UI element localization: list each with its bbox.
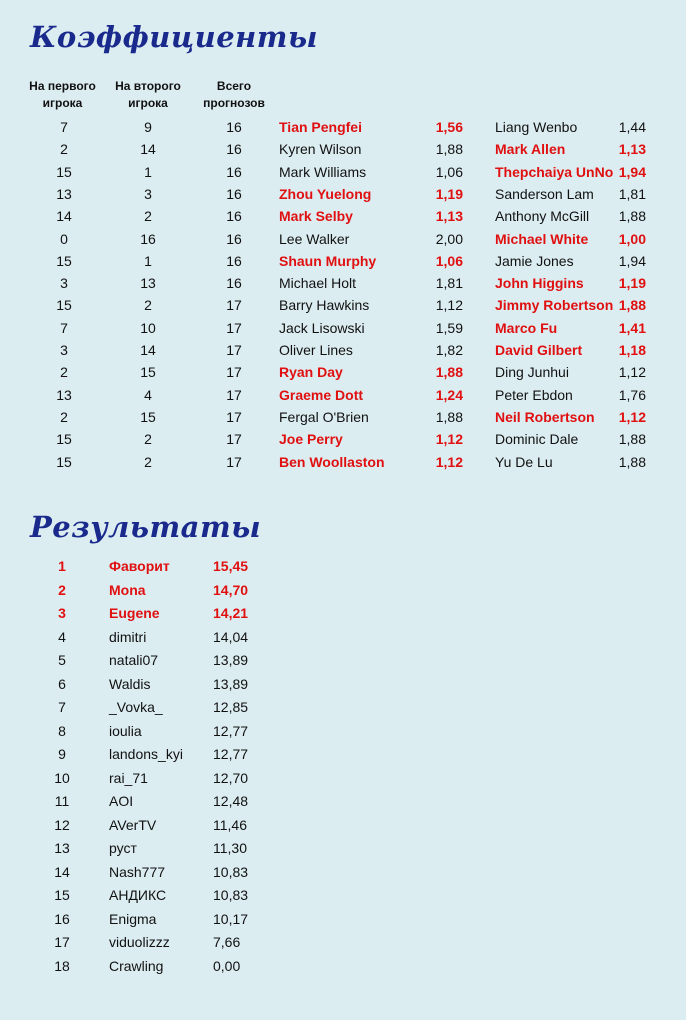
header-total-forecasts: Всего прогнозов — [203, 79, 265, 110]
player-one-name: Ryan Day — [279, 364, 343, 381]
result-name: Waldis — [109, 675, 151, 692]
match-row — [0, 406, 686, 428]
second-player-count: 2 — [144, 453, 152, 470]
second-player-count: 2 — [144, 297, 152, 314]
result-name: landons_kyi — [109, 746, 183, 762]
result-name: АНДИКС — [109, 887, 167, 903]
total-count: 16 — [226, 208, 242, 225]
result-row — [0, 696, 300, 719]
result-row — [0, 579, 300, 602]
result-rank: 13 — [54, 840, 70, 856]
player-two-name: Yu De Lu — [495, 453, 553, 470]
player-one-name: Graeme Dott — [279, 386, 364, 403]
second-player-count: 14 — [140, 342, 156, 358]
player-one-name: Kyren Wilson — [279, 141, 362, 158]
result-row — [0, 743, 300, 766]
result-score: 12,77 — [213, 722, 249, 739]
result-name: dimitri — [109, 628, 147, 645]
result-rank: 5 — [58, 652, 66, 668]
player-two-odds: 1,00 — [618, 230, 646, 247]
result-score: 14,21 — [213, 605, 249, 621]
result-rank: 9 — [58, 746, 66, 762]
total-count: 16 — [226, 185, 242, 202]
result-score: 10,83 — [213, 887, 249, 903]
result-row — [0, 931, 300, 954]
result-score: 10,17 — [213, 910, 249, 927]
player-one-name: Lee Walker — [279, 230, 350, 247]
second-player-count: 10 — [140, 319, 156, 336]
player-two-name: Sanderson Lam — [495, 185, 594, 202]
second-player-count: 1 — [144, 163, 152, 180]
result-row — [0, 720, 300, 743]
result-name: rai_71 — [109, 769, 148, 786]
second-player-count: 3 — [144, 185, 152, 202]
player-one-odds: 1,12 — [435, 453, 463, 470]
result-row — [0, 626, 300, 649]
player-one-name: Oliver Lines — [279, 342, 353, 358]
player-one-odds: 1,12 — [435, 431, 463, 448]
total-count: 17 — [226, 431, 242, 448]
result-row — [0, 908, 300, 931]
player-two-name: Neil Robertson — [495, 408, 595, 425]
first-player-count: 15 — [56, 453, 72, 470]
result-score: 12,77 — [213, 746, 249, 762]
total-count: 17 — [226, 386, 242, 403]
result-row — [0, 649, 300, 672]
second-player-count: 9 — [144, 119, 152, 135]
player-two-odds: 1,41 — [618, 319, 646, 336]
match-row — [0, 339, 686, 361]
result-score: 12,48 — [213, 793, 249, 809]
player-two-name: Thepchaiya UnNo — [495, 163, 614, 180]
result-score: 14,04 — [213, 628, 249, 645]
second-player-count: 15 — [140, 408, 156, 425]
player-two-odds: 1,12 — [618, 364, 646, 381]
result-name: Фаворит — [109, 558, 170, 574]
result-rank: 17 — [54, 934, 70, 950]
result-score: 12,85 — [213, 699, 249, 715]
result-rank: 4 — [58, 628, 66, 645]
total-count: 17 — [226, 342, 242, 358]
player-two-name: Michael White — [495, 230, 589, 247]
result-row — [0, 790, 300, 813]
player-two-odds: 1,88 — [618, 431, 646, 448]
match-row — [0, 205, 686, 227]
player-one-odds: 1,81 — [435, 275, 463, 292]
player-one-odds: 2,00 — [435, 230, 463, 247]
player-one-odds: 1,06 — [435, 252, 463, 269]
player-one-name: Zhou Yuelong — [279, 185, 372, 202]
result-score: 10,83 — [213, 863, 249, 880]
result-rank: 14 — [54, 863, 70, 880]
total-count: 17 — [226, 408, 242, 425]
result-rank: 8 — [58, 722, 66, 739]
player-two-odds: 1,88 — [618, 297, 646, 314]
total-count: 17 — [226, 297, 242, 314]
result-name: AOI — [109, 793, 134, 809]
player-two-odds: 1,13 — [618, 141, 646, 158]
player-two-name: Ding Junhui — [495, 364, 569, 381]
match-row — [0, 384, 686, 406]
player-two-name: John Higgins — [495, 275, 584, 292]
player-two-odds: 1,88 — [618, 208, 646, 225]
result-rank: 15 — [54, 887, 70, 903]
first-player-count: 3 — [60, 342, 68, 358]
player-one-odds: 1,06 — [435, 163, 463, 180]
result-row — [0, 673, 300, 696]
player-one-name: Joe Perry — [279, 431, 343, 448]
total-count: 17 — [226, 453, 242, 470]
match-row — [0, 138, 686, 160]
result-name: viduolizzz — [109, 934, 170, 950]
first-player-count: 0 — [60, 230, 68, 247]
player-one-name: Mark Selby — [279, 208, 353, 225]
match-row — [0, 317, 686, 339]
player-two-name: Jamie Jones — [495, 252, 574, 269]
match-row — [0, 228, 686, 250]
result-name: Mona — [109, 581, 146, 598]
player-one-odds: 1,19 — [435, 185, 463, 202]
player-two-name: Liang Wenbo — [495, 119, 578, 135]
player-one-odds: 1,88 — [435, 141, 463, 158]
result-name: _Vovka_ — [109, 699, 163, 715]
result-score: 15,45 — [213, 558, 249, 574]
player-two-odds: 1,19 — [618, 275, 646, 292]
player-two-odds: 1,81 — [618, 185, 646, 202]
total-count: 16 — [226, 141, 242, 158]
first-player-count: 15 — [56, 163, 72, 180]
result-row — [0, 814, 300, 837]
player-one-name: Mark Williams — [279, 163, 367, 180]
second-player-count: 4 — [144, 386, 152, 403]
player-one-odds: 1,12 — [435, 297, 463, 314]
total-count: 16 — [226, 252, 242, 269]
result-name: Crawling — [109, 957, 164, 974]
result-score: 12,70 — [213, 769, 249, 786]
total-count: 17 — [226, 364, 242, 381]
player-two-odds: 1,88 — [618, 453, 646, 470]
second-player-count: 16 — [140, 230, 156, 247]
result-name: Enigma — [109, 910, 157, 927]
result-rank: 18 — [54, 957, 70, 974]
first-player-count: 3 — [60, 275, 68, 292]
first-player-count: 15 — [56, 252, 72, 269]
match-row — [0, 183, 686, 205]
match-row — [0, 451, 686, 473]
result-rank: 7 — [58, 699, 66, 715]
first-player-count: 15 — [56, 297, 72, 314]
player-one-odds: 1,88 — [435, 408, 463, 425]
result-score: 11,30 — [213, 840, 247, 856]
player-two-name: Marco Fu — [495, 319, 558, 336]
player-two-name: Anthony McGill — [495, 208, 590, 225]
result-rank: 16 — [54, 910, 70, 927]
result-row — [0, 837, 300, 860]
total-count: 16 — [226, 230, 242, 247]
result-score: 14,70 — [213, 581, 249, 598]
first-player-count: 2 — [60, 408, 68, 425]
player-two-odds: 1,94 — [618, 163, 646, 180]
result-rank: 2 — [58, 581, 66, 598]
player-one-name: Barry Hawkins — [279, 297, 370, 314]
player-two-odds: 1,94 — [618, 252, 646, 269]
match-row — [0, 294, 686, 316]
second-player-count: 1 — [144, 252, 152, 269]
player-one-odds: 1,82 — [435, 342, 463, 358]
result-rank: 11 — [54, 793, 70, 809]
result-row — [0, 884, 300, 907]
results-title: Результаты — [30, 510, 262, 544]
result-name: ioulia — [109, 722, 142, 739]
player-one-name: Tian Pengfei — [279, 119, 362, 135]
result-row — [0, 767, 300, 790]
player-one-name: Fergal O'Brien — [279, 408, 369, 425]
coefficients-title: Коэффициенты — [30, 20, 318, 54]
header-second-player: На второго игрока — [115, 79, 181, 110]
second-player-count: 14 — [140, 141, 156, 158]
result-name: natali07 — [109, 652, 159, 668]
result-rank: 12 — [54, 816, 70, 833]
result-name: Nash777 — [109, 863, 166, 880]
second-player-count: 15 — [140, 364, 156, 381]
total-count: 16 — [226, 275, 242, 292]
first-player-count: 2 — [60, 141, 68, 158]
match-row — [0, 116, 686, 138]
result-name: Eugene — [109, 605, 160, 621]
player-one-name: Michael Holt — [279, 275, 357, 292]
total-count: 17 — [226, 319, 242, 336]
result-rank: 10 — [54, 769, 70, 786]
total-count: 16 — [226, 119, 242, 135]
first-player-count: 2 — [60, 364, 68, 381]
first-player-count: 15 — [56, 431, 72, 448]
result-row — [0, 602, 300, 625]
player-two-name: Peter Ebdon — [495, 386, 573, 403]
result-row — [0, 861, 300, 884]
first-player-count: 14 — [56, 208, 72, 225]
match-row — [0, 161, 686, 183]
first-player-count: 13 — [56, 185, 72, 202]
result-score: 11,46 — [213, 816, 247, 833]
result-score: 7,66 — [213, 934, 241, 950]
player-two-name: Dominic Dale — [495, 431, 579, 448]
first-player-count: 7 — [60, 319, 68, 336]
player-two-name: David Gilbert — [495, 342, 583, 358]
header-first-player: На первого игрока — [29, 79, 96, 110]
first-player-count: 13 — [56, 386, 72, 403]
result-score: 0,00 — [213, 957, 241, 974]
result-rank: 3 — [58, 605, 66, 621]
second-player-count: 2 — [144, 431, 152, 448]
result-rank: 1 — [58, 558, 66, 574]
player-two-odds: 1,44 — [618, 119, 646, 135]
result-row — [0, 955, 300, 978]
player-one-odds: 1,13 — [435, 208, 463, 225]
player-one-odds: 1,59 — [435, 319, 463, 336]
match-row — [0, 361, 686, 383]
result-row — [0, 555, 300, 578]
match-row — [0, 250, 686, 272]
player-two-name: Jimmy Robertson — [495, 297, 614, 314]
player-one-odds: 1,88 — [435, 364, 463, 381]
result-rank: 6 — [58, 675, 66, 692]
player-two-odds: 1,12 — [618, 408, 646, 425]
player-two-name: Mark Allen — [495, 141, 566, 158]
player-one-odds: 1,24 — [435, 386, 463, 403]
player-two-odds: 1,18 — [618, 342, 646, 358]
result-name: руст — [109, 840, 137, 856]
player-one-name: Shaun Murphy — [279, 252, 377, 269]
result-name: AVerTV — [109, 816, 157, 833]
total-count: 16 — [226, 163, 242, 180]
result-score: 13,89 — [213, 652, 249, 668]
player-one-odds: 1,56 — [435, 119, 463, 135]
match-row — [0, 428, 686, 450]
second-player-count: 13 — [140, 275, 156, 292]
match-row — [0, 272, 686, 294]
result-score: 13,89 — [213, 675, 249, 692]
player-one-name: Jack Lisowski — [279, 319, 365, 336]
player-one-name: Ben Woollaston — [279, 453, 385, 470]
second-player-count: 2 — [144, 208, 152, 225]
first-player-count: 7 — [60, 119, 68, 135]
player-two-odds: 1,76 — [618, 386, 646, 403]
